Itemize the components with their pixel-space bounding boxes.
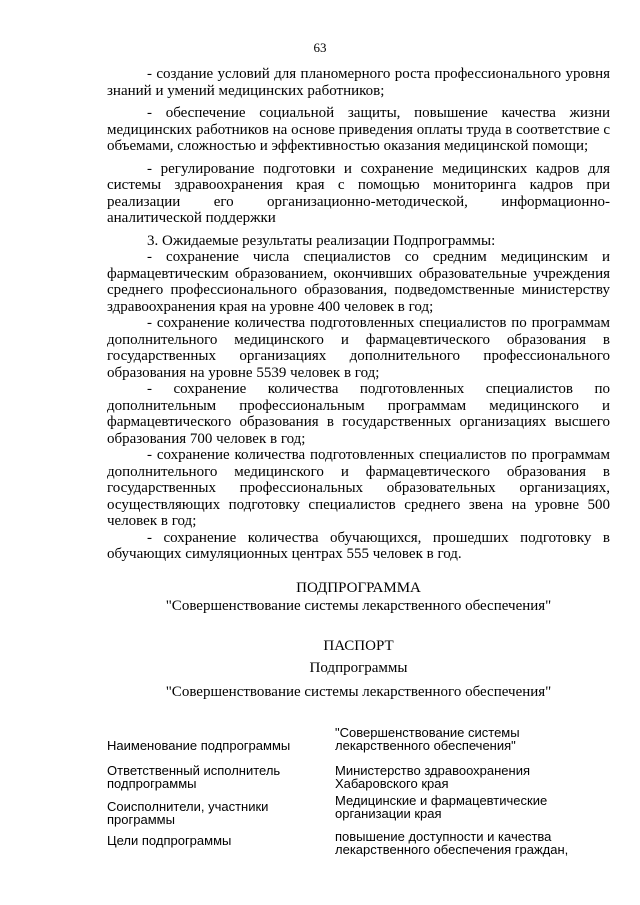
passport-value: Медицинские и фармацевтические организации края bbox=[335, 793, 548, 821]
subprogram-heading: ПОДПРОГРАММА bbox=[296, 579, 421, 596]
task-paragraph: - создание условий для планомерного роста профессионального уровня знаний и умений медицинских работников; bbox=[107, 66, 610, 99]
passport-row bbox=[107, 830, 610, 856]
passport-row bbox=[107, 794, 610, 826]
passport-row bbox=[107, 764, 610, 794]
passport-value: Министерство здравоохранения Хабаровского края bbox=[335, 763, 530, 791]
result-paragraph: - сохранение количества подготовленных специалистов по программам дополнительного медицинского и фармацевтического образования в государственных профессиональных образовательных организациях, осуществляющих подготовку специалистов среднего звена на уровне 500 человек в год; bbox=[107, 447, 610, 529]
task-paragraph: - обеспечение социальной защиты, повышение качества жизни медицинских работников на основе приведения оплаты труда в соответствие с объемами, сложностью и эффективностью оказания медицинской помощи; bbox=[107, 105, 610, 154]
result-paragraph: - сохранение количества обучающихся, прошедших подготовку в обучающих симуляционных центрах 555 человек в год. bbox=[107, 529, 610, 562]
passport-label: Наименование подпрограммы bbox=[107, 737, 291, 753]
passport-value: повышение доступности и качества лекарственного обеспечения граждан, bbox=[335, 829, 569, 857]
passport-row bbox=[107, 720, 610, 758]
passport-label: Ответственный исполнитель подпрограммы bbox=[107, 763, 281, 791]
document-body bbox=[107, 66, 610, 701]
passport-label: Цели подпрограммы bbox=[107, 833, 232, 848]
passport-title: "Совершенствование системы лекарственного обеспечения" bbox=[165, 683, 552, 700]
passport-value: "Совершенствование системы лекарственного обеспечения" bbox=[335, 725, 520, 753]
passport-heading: ПАСПОРТ bbox=[323, 637, 394, 654]
passport-table bbox=[107, 720, 610, 856]
result-paragraph: - сохранение числа специалистов со средним медицинским и фармацевтическим образованием, окончивших образовательные учреждения среднего профессионального образования, подведомственные министерству здравоохранения края на уровне 400 человек в год; bbox=[107, 249, 610, 315]
page-number: 63 bbox=[313, 40, 327, 55]
results-heading: 3. Ожидаемые результаты реализации Подпрограммы: bbox=[147, 232, 496, 249]
subprogram-title: "Совершенствование системы лекарственного обеспечения" bbox=[165, 597, 552, 614]
passport-label: Соисполнители, участники программы bbox=[107, 799, 269, 827]
passport-subheading: Подпрограммы bbox=[309, 659, 408, 676]
task-paragraph: - регулирование подготовки и сохранение медицинских кадров для системы здравоохранения края с помощью мониторинга кадров при реализации его организационно-методической, информационно-аналитической поддержки bbox=[107, 160, 610, 226]
result-paragraph: - сохранение количества подготовленных специалистов по дополнительным профессиональным программам медицинского и фармацевтического образования в государственных организациях высшего образования 700 человек в год; bbox=[107, 381, 610, 447]
result-paragraph: - сохранение количества подготовленных специалистов по программам дополнительного медицинского и фармацевтического образования в государственных организациях дополнительного профессионального образования на уровне 5539 человек в год; bbox=[107, 315, 610, 381]
